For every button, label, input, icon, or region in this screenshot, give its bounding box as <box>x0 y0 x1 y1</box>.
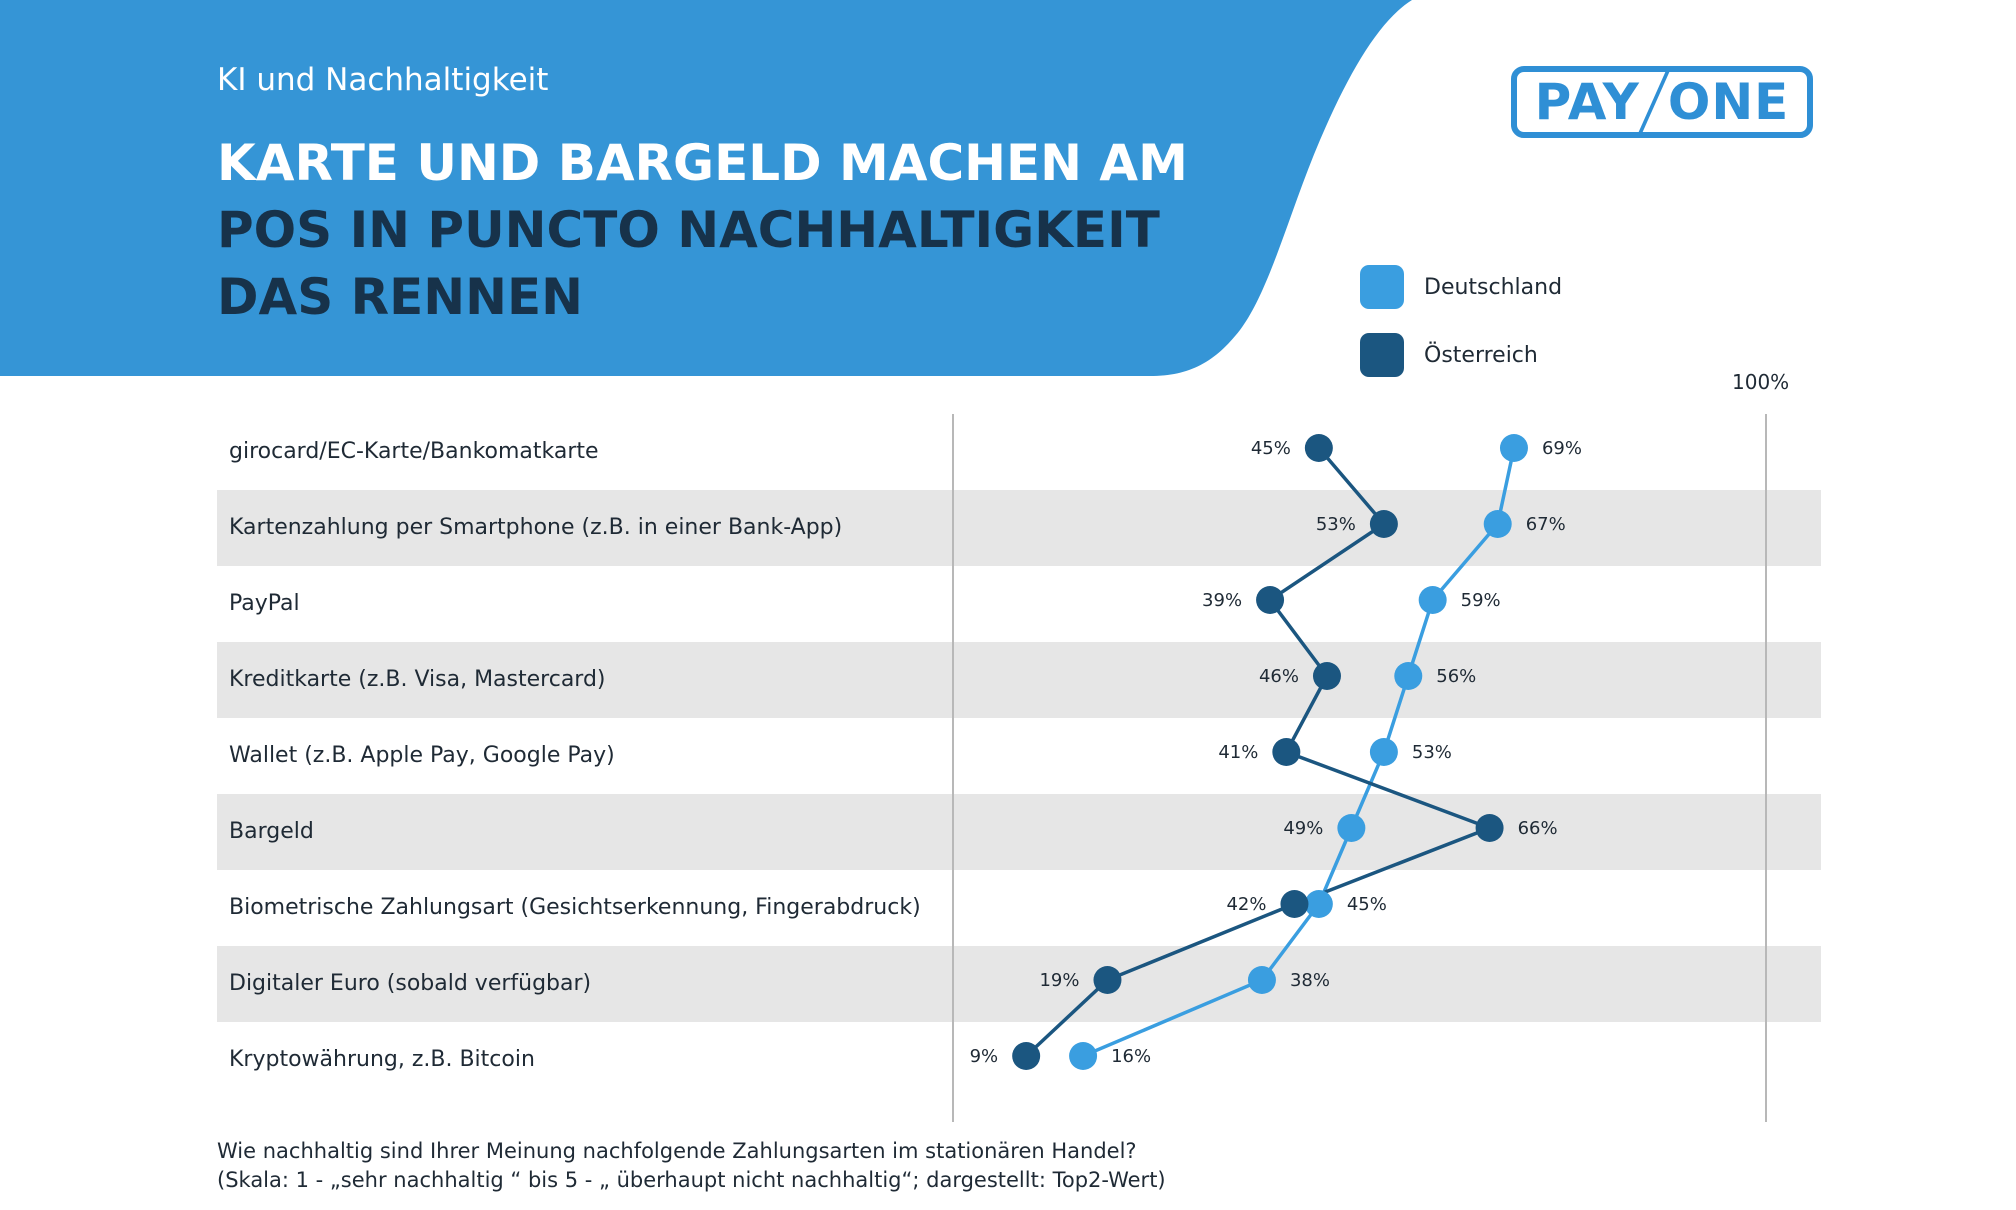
data-point-deutschland <box>1370 738 1398 766</box>
category-label: Kreditkarte (z.B. Visa, Mastercard) <box>229 667 606 692</box>
data-label-oesterreich: 66% <box>1517 818 1558 839</box>
data-point-deutschland <box>1484 510 1512 538</box>
data-point-oesterreich <box>1370 510 1398 538</box>
data-label-deutschland: 69% <box>1541 438 1582 459</box>
data-point-deutschland <box>1394 662 1422 690</box>
data-point-oesterreich <box>1256 586 1284 614</box>
category-label: Digitaler Euro (sobald verfügbar) <box>229 971 592 996</box>
category-label: Kryptowährung, z.B. Bitcoin <box>229 1047 535 1072</box>
data-label-oesterreich: 46% <box>1258 666 1299 687</box>
data-label-deutschland: 38% <box>1289 970 1330 991</box>
legend-label-oesterreich: Österreich <box>1424 342 1538 368</box>
title-line-3: DAS RENNEN <box>217 268 583 326</box>
title-line-1: KARTE UND BARGELD MACHEN AM <box>217 134 1188 192</box>
data-point-deutschland <box>1305 890 1333 918</box>
data-point-deutschland <box>1069 1042 1097 1070</box>
category-label: Bargeld <box>229 819 314 844</box>
survey-question <box>217 1137 1166 1195</box>
legend-label-deutschland: Deutschland <box>1424 274 1563 300</box>
page-subtitle: KI und Nachhaltigkeit <box>217 62 549 98</box>
category-label: Kartenzahlung per Smartphone (z.B. in einer Bank-App) <box>229 515 843 540</box>
data-label-oesterreich: 9% <box>969 1046 999 1067</box>
data-point-oesterreich <box>1313 662 1341 690</box>
category-label: girocard/EC-Karte/Bankomatkarte <box>229 439 599 464</box>
question-line-1: Wie nachhaltig sind Ihrer Meinung nachfolgende Zahlungsarten im stationären Handel? <box>217 1139 1137 1163</box>
category-label: Biometrische Zahlungsart (Gesichtserkennung, Fingerabdruck) <box>229 895 921 920</box>
data-point-oesterreich <box>1093 966 1121 994</box>
data-label-deutschland: 53% <box>1411 742 1452 763</box>
data-label-oesterreich: 42% <box>1226 894 1267 915</box>
data-label-deutschland: 59% <box>1460 590 1501 611</box>
data-label-oesterreich: 41% <box>1218 742 1259 763</box>
logo-text-left: PAY <box>1534 73 1640 131</box>
data-label-oesterreich: 53% <box>1315 514 1356 535</box>
data-label-deutschland: 16% <box>1111 1046 1152 1067</box>
question-line-2: (Skala: 1 - „sehr nachhaltig “ bis 5 - „ überhaupt nicht nachhaltig“; dargestellt: Top2-Wert) <box>217 1168 1166 1192</box>
data-point-deutschland <box>1419 586 1447 614</box>
data-label-deutschland: 67% <box>1525 514 1566 535</box>
data-point-deutschland <box>1248 966 1276 994</box>
title-line-2: POS IN PUNCTO NACHHALTIGKEIT <box>217 201 1160 259</box>
data-label-deutschland: 56% <box>1436 666 1477 687</box>
data-label-deutschland: 49% <box>1283 818 1324 839</box>
data-label-oesterreich: 39% <box>1202 590 1243 611</box>
data-point-oesterreich <box>1012 1042 1040 1070</box>
data-label-oesterreich: 19% <box>1039 970 1080 991</box>
data-point-oesterreich <box>1476 814 1504 842</box>
category-label: PayPal <box>229 591 300 616</box>
data-point-oesterreich <box>1272 738 1300 766</box>
data-point-oesterreich <box>1280 890 1308 918</box>
category-label: Wallet (z.B. Apple Pay, Google Pay) <box>229 743 615 768</box>
data-point-oesterreich <box>1305 434 1333 462</box>
data-point-deutschland <box>1337 814 1365 842</box>
data-label-oesterreich: 45% <box>1250 438 1291 459</box>
axis-max-label: 100% <box>1732 370 1790 394</box>
logo-text-right: ONE <box>1667 73 1790 131</box>
data-label-deutschland: 45% <box>1346 894 1387 915</box>
data-point-deutschland <box>1500 434 1528 462</box>
